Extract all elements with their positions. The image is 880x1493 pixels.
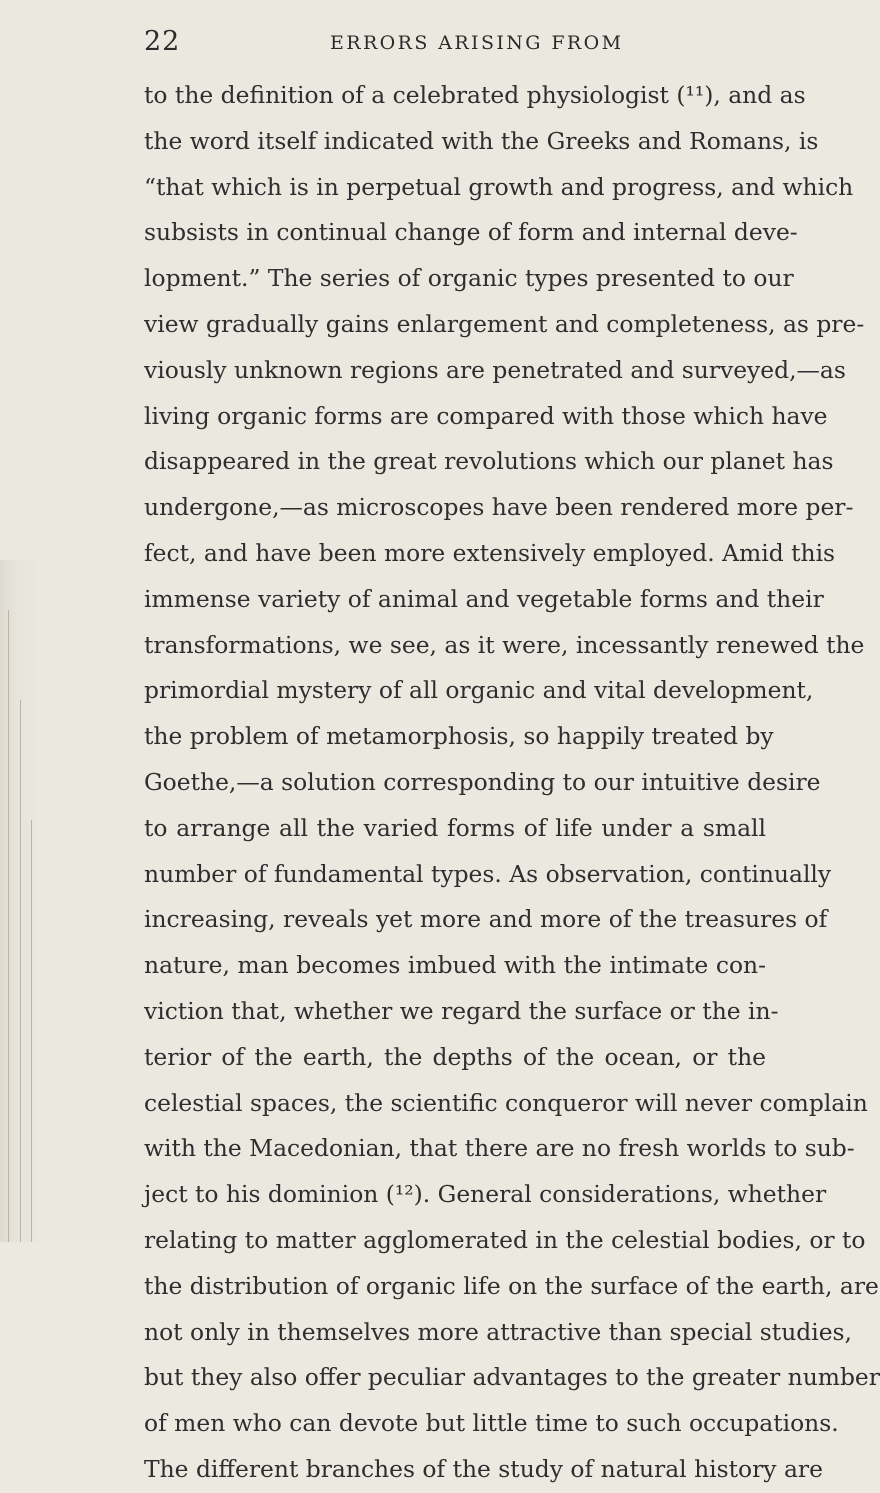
text-line: terior of the earth, the depths of the ocean, or the — [144, 1042, 766, 1071]
text-line: not only in themselves more attractive than special studies, — [144, 1317, 852, 1346]
text-line: relating to matter agglomerated in the celestial bodies, or to — [144, 1225, 866, 1254]
text-line: lopment.” The series of organic types presented to our — [144, 264, 794, 293]
page-header — [0, 26, 800, 66]
text-line: to the definition of a celebrated physiologist (¹¹), and as — [144, 81, 806, 109]
page-edge-line — [31, 820, 32, 1242]
text-line: viously unknown regions are penetrated and surveyed,—as — [144, 355, 846, 384]
page-number: 22 — [144, 26, 181, 57]
text-line: celestial spaces, the scientific conqueror will never complain — [144, 1088, 868, 1117]
text-line: with the Macedonian, that there are no fresh worlds to sub- — [144, 1134, 855, 1163]
page-edge-line — [20, 700, 21, 1242]
body-text — [144, 73, 880, 1493]
text-line: view gradually gains enlargement and completeness, as pre- — [144, 309, 865, 338]
text-line: immense variety of animal and vegetable forms and their — [144, 584, 824, 613]
page-edge-line — [8, 610, 9, 1242]
text-line: increasing, reveals yet more and more of the treasures of — [144, 905, 828, 934]
page-edge-shadow — [0, 560, 42, 1242]
text-line: the problem of metamorphosis, so happily treated by — [144, 722, 774, 751]
text-line: subsists in continual change of form and internal deve- — [144, 218, 798, 247]
text-line: disappeared in the great revolutions which our planet has — [144, 447, 834, 476]
text-line: primordial mystery of all organic and vital development, — [144, 676, 814, 705]
text-line: to arrange all the varied forms of life under a small — [144, 813, 766, 842]
text-line: nature, man becomes imbued with the intimate con- — [144, 951, 766, 980]
text-line: “that which is in perpetual growth and progress, and which — [144, 172, 854, 201]
text-line: but they also offer peculiar advantages to the greater number — [144, 1363, 880, 1392]
text-line: number of fundamental types. As observation, continually — [144, 859, 832, 888]
text-line: fect, and have been more extensively employed. Amid this — [144, 538, 836, 567]
text-line: ject to his dominion (¹²). General considerations, whether — [144, 1180, 827, 1209]
text-line: undergone,—as microscopes have been rendered more per- — [144, 493, 854, 522]
text-line: the distribution of organic life on the surface of the earth, are — [144, 1271, 879, 1300]
running-head: ERRORS ARISING FROM — [330, 32, 624, 54]
text-line: living organic forms are compared with those which have — [144, 401, 828, 430]
text-line: viction that, whether we regard the surface or the in- — [144, 996, 779, 1025]
text-line: transformations, we see, as it were, incessantly renewed the — [144, 630, 865, 659]
text-line: of men who can devote but little time to such occupations. — [144, 1409, 839, 1438]
text-line: Goethe,—a solution corresponding to our intuitive desire — [144, 767, 821, 796]
text-line: The different branches of the study of natural history are — [144, 1454, 823, 1483]
text-line: the word itself indicated with the Greeks and Romans, is — [144, 126, 819, 155]
